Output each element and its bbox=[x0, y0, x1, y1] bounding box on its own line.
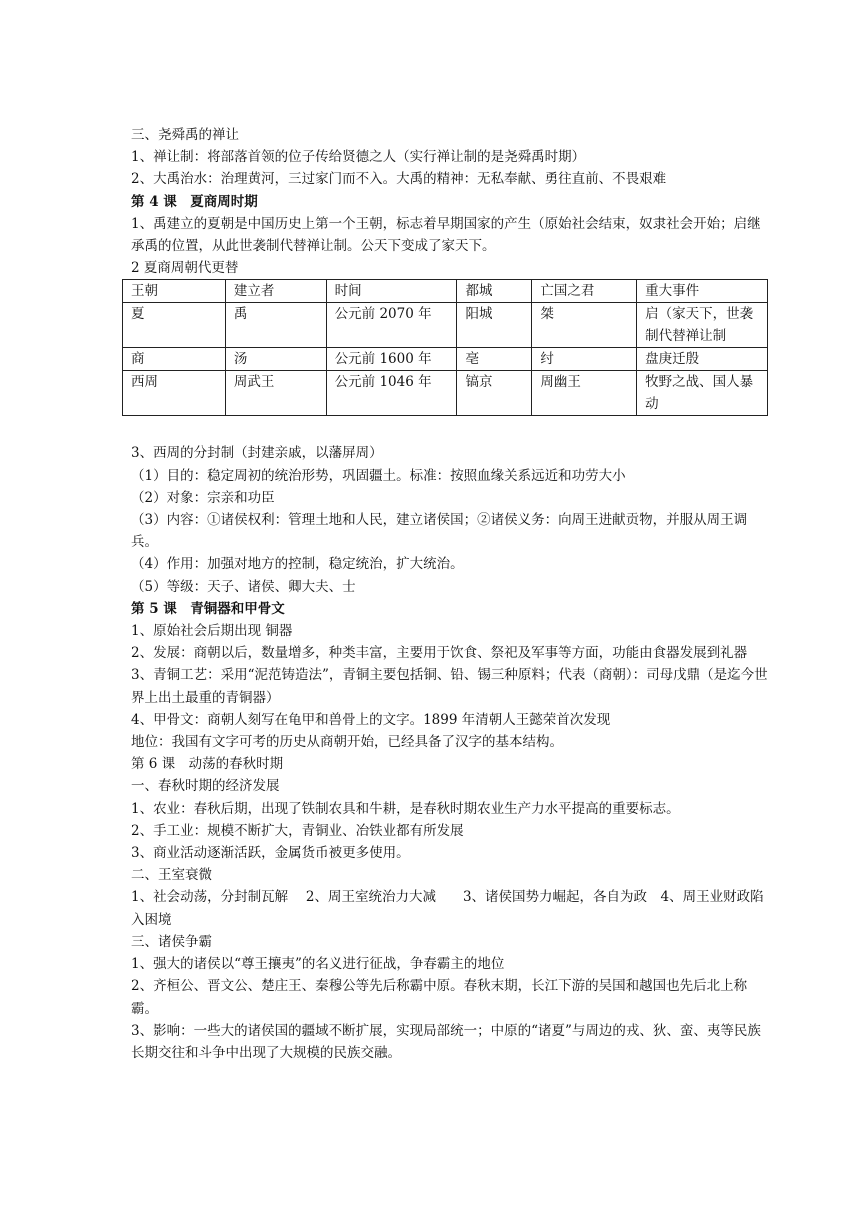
table-cell: 商 bbox=[123, 348, 226, 371]
text-line: （3）内容：①诸侯权利：管理土地和人民，建立诸侯国；②诸侯义务：向周王进献贡物，并服从周王调兵。 bbox=[131, 512, 748, 551]
text-line: 3、影响：一些大的诸侯国的疆域不断扩展，实现局部统一；中原的“诸夏”与周边的戎、狄、蛮、夷等民族长期交往和斗争中出现了大规模的民族交融。 bbox=[131, 1022, 761, 1061]
dynasty-table bbox=[122, 279, 768, 416]
text-line: 3、青铜工艺：采用“泥范铸造法”，青铜主要包括铜、铅、锡三种原料；代表（商朝）：司母戊鼎（是迄今世界上出土最重的青铜器） bbox=[131, 667, 768, 706]
table-row bbox=[123, 303, 768, 348]
text-line: （4）作用：加强对地方的控制，稳定统治，扩大统治。 bbox=[131, 556, 464, 573]
text-line: 第 6 课 动荡的春秋时期 bbox=[131, 756, 284, 773]
table-cell: 周武王 bbox=[225, 371, 326, 416]
table-row bbox=[123, 371, 768, 416]
table-cell: 启（家天下，世袭制代替禅让制 bbox=[637, 303, 768, 348]
text-line: （1）目的：稳定周初的统治形势，巩固疆土。标准：按照血缘关系远近和功劳大小 bbox=[131, 467, 626, 484]
table-cell: 桀 bbox=[532, 303, 637, 348]
text-line: 3、西周的分封制（封建亲戚，以藩屏周） bbox=[131, 445, 383, 462]
text-line: 二、王室衰微 bbox=[131, 867, 212, 884]
table-cell: 西周 bbox=[123, 371, 226, 416]
text-line: 三、诸侯争霸 bbox=[131, 933, 212, 950]
text-line: 2、发展：商朝以后，数量增多，种类丰富，主要用于饮食、祭祀及军事等方面，功能由食器发展到礼器 bbox=[131, 645, 748, 662]
text-line: （2）对象：宗亲和功臣 bbox=[131, 489, 275, 506]
table-cell: 公元前 1046 年 bbox=[326, 371, 457, 416]
text-line: 1、社会动荡，分封制瓦解 2、周王室统治力大减 3、诸侯国势力崛起，各自为政 4、周王业财政陷入困境 bbox=[131, 889, 764, 928]
lesson-heading: 第 5 课 青铜器和甲骨文 bbox=[131, 600, 285, 617]
table-cell: 亳 bbox=[457, 348, 532, 371]
text-line: 3、商业活动逐渐活跃，金属货币被更多使用。 bbox=[131, 845, 410, 862]
text-line: 1、强大的诸侯以“尊王攘夷”的名义进行征战，争春霸主的地位 bbox=[131, 956, 505, 973]
table-cell: 纣 bbox=[532, 348, 637, 371]
text-line: 2、大禹治水：治理黄河，三过家门而不入。大禹的精神：无私奉献、勇往直前、不畏艰难 bbox=[131, 171, 667, 188]
text-line: （5）等级：天子、诸侯、卿大夫、士 bbox=[131, 578, 356, 595]
table-header-cell: 时间 bbox=[326, 280, 457, 303]
table-header-cell: 重大事件 bbox=[637, 280, 768, 303]
text-line: 2 夏商周朝代更替 bbox=[131, 260, 239, 277]
text-line: 2、齐桓公、晋文公、楚庄王、秦穆公等先后称霸中原。春秋末期，长江下游的吴国和越国也先后北上称霸。 bbox=[131, 978, 748, 1017]
text-line: 1、农业：春秋后期，出现了铁制农具和牛耕，是春秋时期农业生产力水平提高的重要标志。 bbox=[131, 800, 680, 817]
lesson-heading: 第 4 课 夏商周时期 bbox=[131, 193, 258, 210]
text-line: 1、原始社会后期出现 铜器 bbox=[131, 623, 293, 640]
document-page bbox=[131, 124, 771, 1064]
table-cell: 禹 bbox=[225, 303, 326, 348]
table-header-cell: 建立者 bbox=[225, 280, 326, 303]
table-row bbox=[123, 348, 768, 371]
table-cell: 公元前 1600 年 bbox=[326, 348, 457, 371]
table-cell: 盘庚迁殷 bbox=[637, 348, 768, 371]
dynasty-table-body bbox=[123, 280, 768, 416]
section-after-table bbox=[131, 442, 771, 1064]
text-line: 4、甲骨文：商朝人刻写在龟甲和兽骨上的文字。1899 年清朝人王懿荣首次发现 bbox=[131, 711, 611, 728]
table-cell: 阳城 bbox=[457, 303, 532, 348]
table-cell: 周幽王 bbox=[532, 371, 637, 416]
table-cell: 牧野之战、国人暴动 bbox=[637, 371, 768, 416]
text-line: 三、尧舜禹的禅让 bbox=[131, 127, 239, 143]
table-header-cell: 亡国之君 bbox=[532, 280, 637, 303]
section-before-table bbox=[131, 124, 771, 279]
table-header-row bbox=[123, 280, 768, 303]
table-cell: 汤 bbox=[225, 348, 326, 371]
text-line: 2、手工业：规模不断扩大，青铜业、冶铁业都有所发展 bbox=[131, 822, 464, 839]
table-header-cell: 都城 bbox=[457, 280, 532, 303]
table-cell: 镐京 bbox=[457, 371, 532, 416]
table-header-cell: 王朝 bbox=[123, 280, 226, 303]
text-line: 地位：我国有文字可考的历史从商朝开始，已经具备了汉字的基本结构。 bbox=[131, 734, 563, 751]
table-cell: 夏 bbox=[123, 303, 226, 348]
text-line: 一、春秋时期的经济发展 bbox=[131, 778, 280, 795]
text-line: 1、禹建立的夏朝是中国历史上第一个王朝，标志着早期国家的产生（原始社会结束，奴隶社会开始；启继承禹的位置，从此世袭制代替禅让制。公天下变成了家天下。 bbox=[131, 215, 761, 255]
text-line: 1、禅让制：将部落首领的位子传给贤德之人（实行禅让制的是尧舜禹时期） bbox=[131, 149, 586, 166]
table-cell: 公元前 2070 年 bbox=[326, 303, 457, 348]
